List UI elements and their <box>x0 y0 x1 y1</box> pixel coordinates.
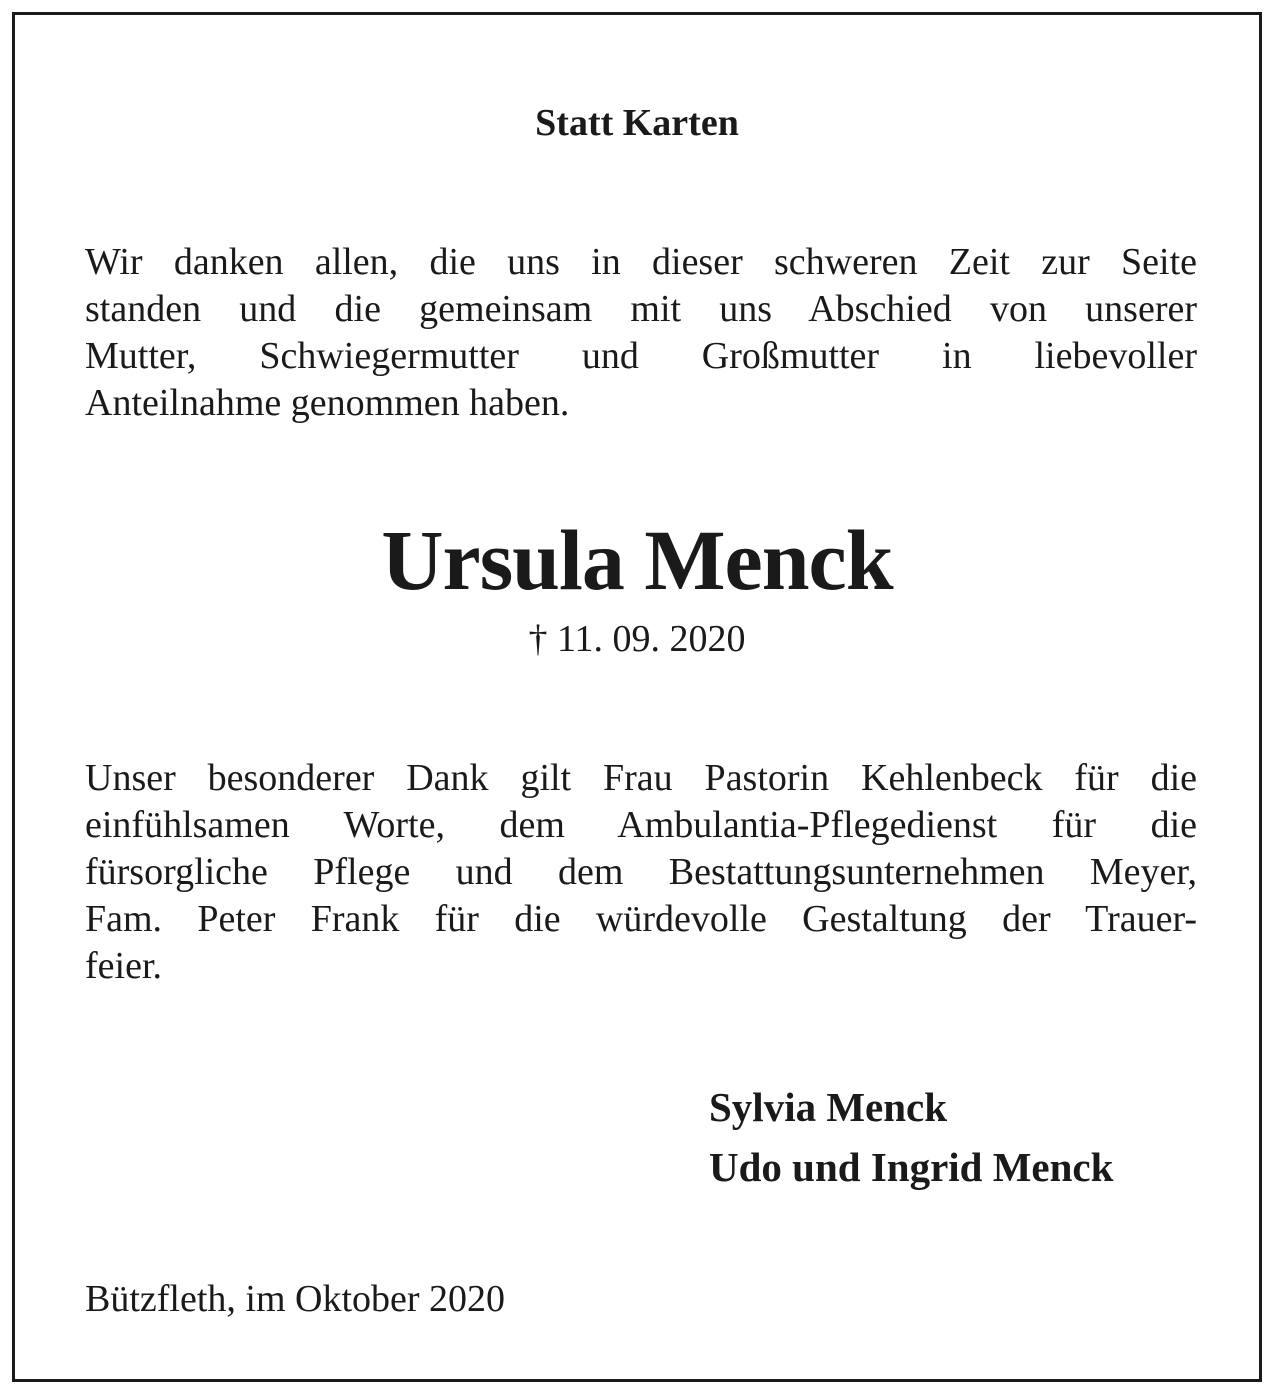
special-thanks-line: feier. <box>85 945 163 987</box>
place-date: Bützfleth, im Oktober 2020 <box>85 1278 506 1320</box>
special-thanks-line: Fam. Peter Frank für die würdevolle Gestaltung der Trauer- <box>85 898 1197 940</box>
signer-name: Sylvia Menck <box>709 1084 948 1130</box>
special-thanks-line: Unser besonderer Dank gilt Frau Pastorin Kehlenbeck für die <box>85 757 1197 799</box>
notice-header: Statt Karten <box>535 102 739 144</box>
death-date: † 11. 09. 2020 <box>528 618 746 660</box>
thanks-paragraph <box>85 239 1197 427</box>
thanks-line: standen und die gemeinsam mit uns Abschied von unserer <box>85 288 1197 330</box>
special-thanks-line: einfühlsamen Worte, dem Ambulantia-Pflegedienst für die <box>85 804 1197 846</box>
special-thanks-paragraph <box>85 755 1197 990</box>
special-thanks-line: fürsorgliche Pflege und dem Bestattungsunternehmen Meyer, <box>85 851 1197 893</box>
thanks-line: Wir danken allen, die uns in dieser schweren Zeit zur Seite <box>85 241 1197 283</box>
signer-name: Udo und Ingrid Menck <box>709 1144 1114 1190</box>
deceased-name: Ursula Menck <box>381 512 893 608</box>
thanks-line: Anteilnahme genommen haben. <box>85 382 570 424</box>
signers <box>709 1077 1113 1197</box>
obituary-notice <box>12 12 1262 1382</box>
thanks-line: Mutter, Schwiegermutter und Großmutter in liebevoller <box>85 335 1197 377</box>
